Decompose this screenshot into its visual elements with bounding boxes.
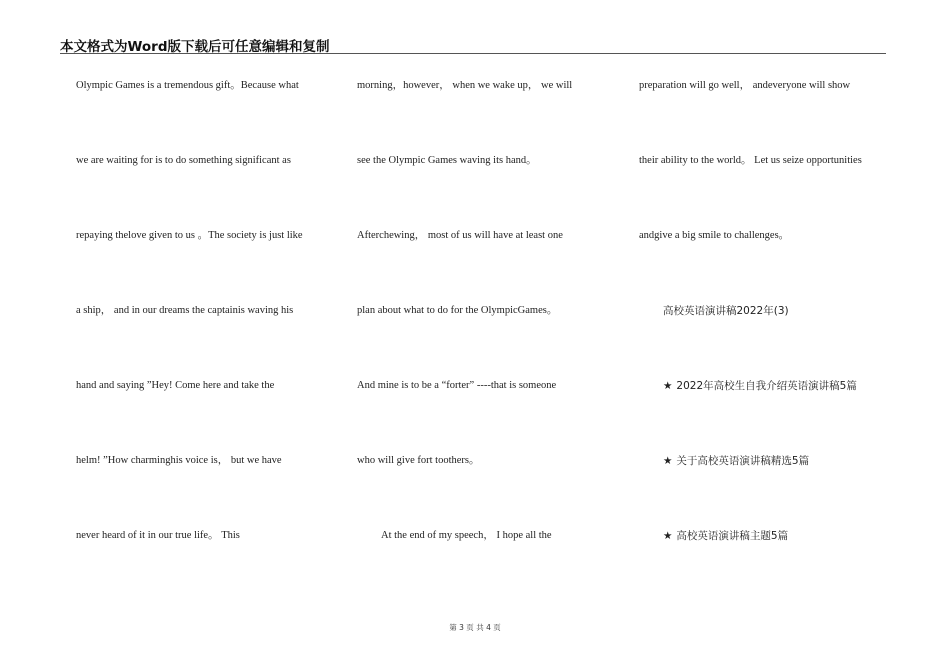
text-line: see the Olympic Games waving its hand。 bbox=[357, 155, 537, 166]
related-article-link[interactable] bbox=[663, 529, 788, 543]
page-number: 第 3 页 共 4 页 bbox=[449, 623, 501, 632]
star-icon: ★ bbox=[663, 380, 673, 392]
related-article-link[interactable] bbox=[663, 379, 857, 393]
text-line: andgive a big smile to challenges。 bbox=[639, 230, 790, 241]
star-icon: ★ bbox=[663, 530, 673, 542]
text-line: a ship， and in our dreams the captainis waving his bbox=[76, 305, 294, 316]
related-article-link[interactable] bbox=[663, 454, 809, 468]
related-article-label: 高校英语演讲稿主题5篇 bbox=[676, 530, 789, 542]
star-icon: ★ bbox=[663, 455, 673, 467]
text-line: morning，however， when we wake up， we will bbox=[357, 80, 573, 91]
text-line: preparation will go well， andeveryone will show bbox=[639, 80, 851, 91]
text-line: And mine is to be a “forter” ----that is someone bbox=[357, 380, 557, 391]
text-line: hand and saying ”Hey! Come here and take the bbox=[76, 380, 275, 391]
page-footer bbox=[0, 622, 950, 633]
related-article-label: 关于高校英语演讲稿精选5篇 bbox=[676, 455, 810, 467]
header-title: 本文格式为Word版下载后可任意编辑和复制 bbox=[60, 39, 330, 55]
text-line: never heard of it in our true life。 This bbox=[76, 530, 240, 541]
text-line: who will give fort toothers。 bbox=[357, 455, 480, 466]
text-line: Afterchewing， most of us will have at least one bbox=[357, 230, 563, 241]
text-line: helm! ”How charminghis voice is， but we have bbox=[76, 455, 282, 466]
related-article-label: 2022年高校生自我介绍英语演讲稿5篇 bbox=[676, 380, 857, 392]
text-line: their ability to the world。 Let us seize opportunities bbox=[639, 155, 862, 166]
text-line: Olympic Games is a tremendous gift。Because what bbox=[76, 80, 299, 91]
section-heading: 高校英语演讲稿2022年(3) bbox=[663, 305, 789, 317]
page-header bbox=[60, 33, 886, 54]
text-line: we are waiting for is to do something significant as bbox=[76, 155, 291, 166]
text-line: At the end of my speech， I hope all the bbox=[381, 530, 552, 541]
text-line: plan about what to do for the OlympicGames。 bbox=[357, 305, 558, 316]
text-line: repaying thelove given to us 。The society is just like bbox=[76, 230, 303, 241]
